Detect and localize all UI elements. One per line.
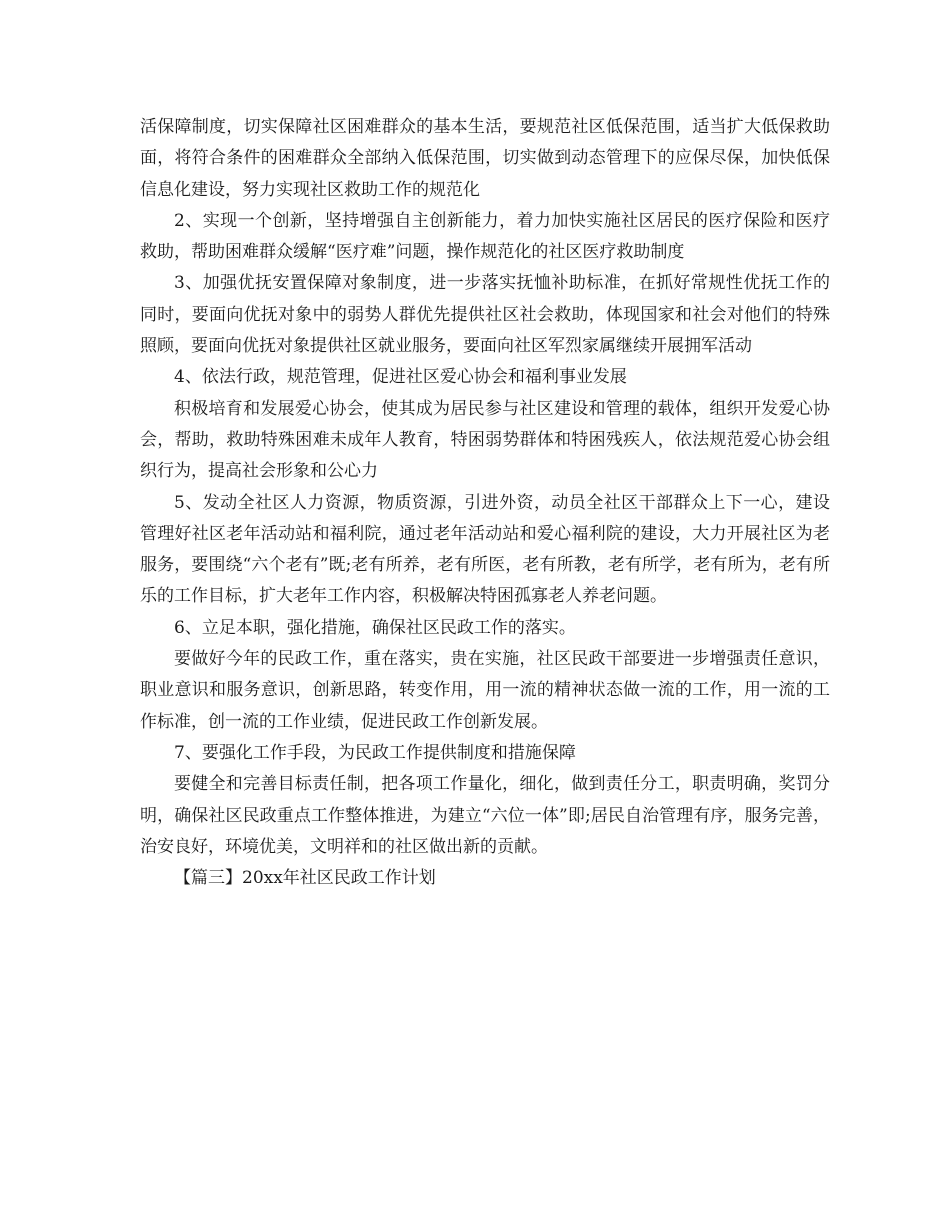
paragraph-implementation: 要做好今年的民政工作，重在落实，贵在实施，社区民政干部要进一步增强责任意识，职业意识和服务意识，创新思路，转变作用，用一流的精神状态做一流的工作，用一流的工作标准，创一流的工作业绩，促进民政工作创新发展。	[140, 649, 830, 732]
paragraph-medical-assistance: 2、实现一个创新，坚持增强自主创新能力，着力加快实施社区居民的医疗保险和医疗救助，帮助困难群众缓解“医疗难”问题，操作规范化的社区医疗救助制度	[140, 210, 830, 263]
paragraph-item-4-heading: 4、依法行政，规范管理，促进社区爱心协会和福利事业发展	[174, 367, 627, 388]
paragraph-item-6-heading: 6、立足本职，强化措施，确保社区民政工作的落实。	[174, 617, 576, 638]
document-page	[140, 112, 830, 894]
paragraph-item-7-heading: 7、要强化工作手段，为民政工作提供制度和措施保障	[174, 742, 576, 763]
paragraph-responsibility-system: 要健全和完善目标责任制，把各项工作量化，细化，做到责任分工，职责明确，奖罚分明，确保社区民政重点工作整体推进，为建立“六位一体”即;居民自治管理有序，服务完善，治安良好，环境优美，文明祥和的社区做出新的贡献。	[140, 774, 830, 857]
section-heading: 【篇三】20xx年社区民政工作计划	[174, 868, 436, 889]
paragraph-preferential-care: 3、加强优抚安置保障对象制度，进一步落实抚恤补助标准，在抓好常规性优抚工作的同时，要面向优抚对象中的弱势人群优先提供社区社会救助，体现国家和社会对他们的特殊照顾，要面向优抚对象提供社区就业服务，要面向社区军烈家属继续开展拥军活动	[140, 273, 830, 357]
paragraph-elderly-services: 5、发动全社区人力资源，物质资源，引进外资，动员全社区干部群众上下一心，建设管理好社区老年活动站和福利院，通过老年活动站和爱心福利院的建设，大力开展社区为老服务，要围绕“六个老有”既;老有所养，老有所医，老有所教，老有所学，老有所为，老有所乐的工作目标，扩大老年工作内容，积极解决特困孤寡老人养老问题。	[140, 492, 830, 607]
paragraph-low-income-guarantee: 活保障制度，切实保障社区困难群众的基本生活，要规范社区低保范围，适当扩大低保救助面，将符合条件的困难群众全部纳入低保范围，切实做到动态管理下的应保尽保，加快低保信息化建设，努力实现社区救助工作的规范化	[140, 117, 830, 200]
paragraph-charity-association: 积极培育和发展爱心协会，使其成为居民参与社区建设和管理的载体，组织开发爱心协会，帮助，救助特殊困难未成年人教育，特困弱势群体和特困残疾人，依法规范爱心协会组织行为，提高社会形象和公心力	[140, 398, 830, 482]
